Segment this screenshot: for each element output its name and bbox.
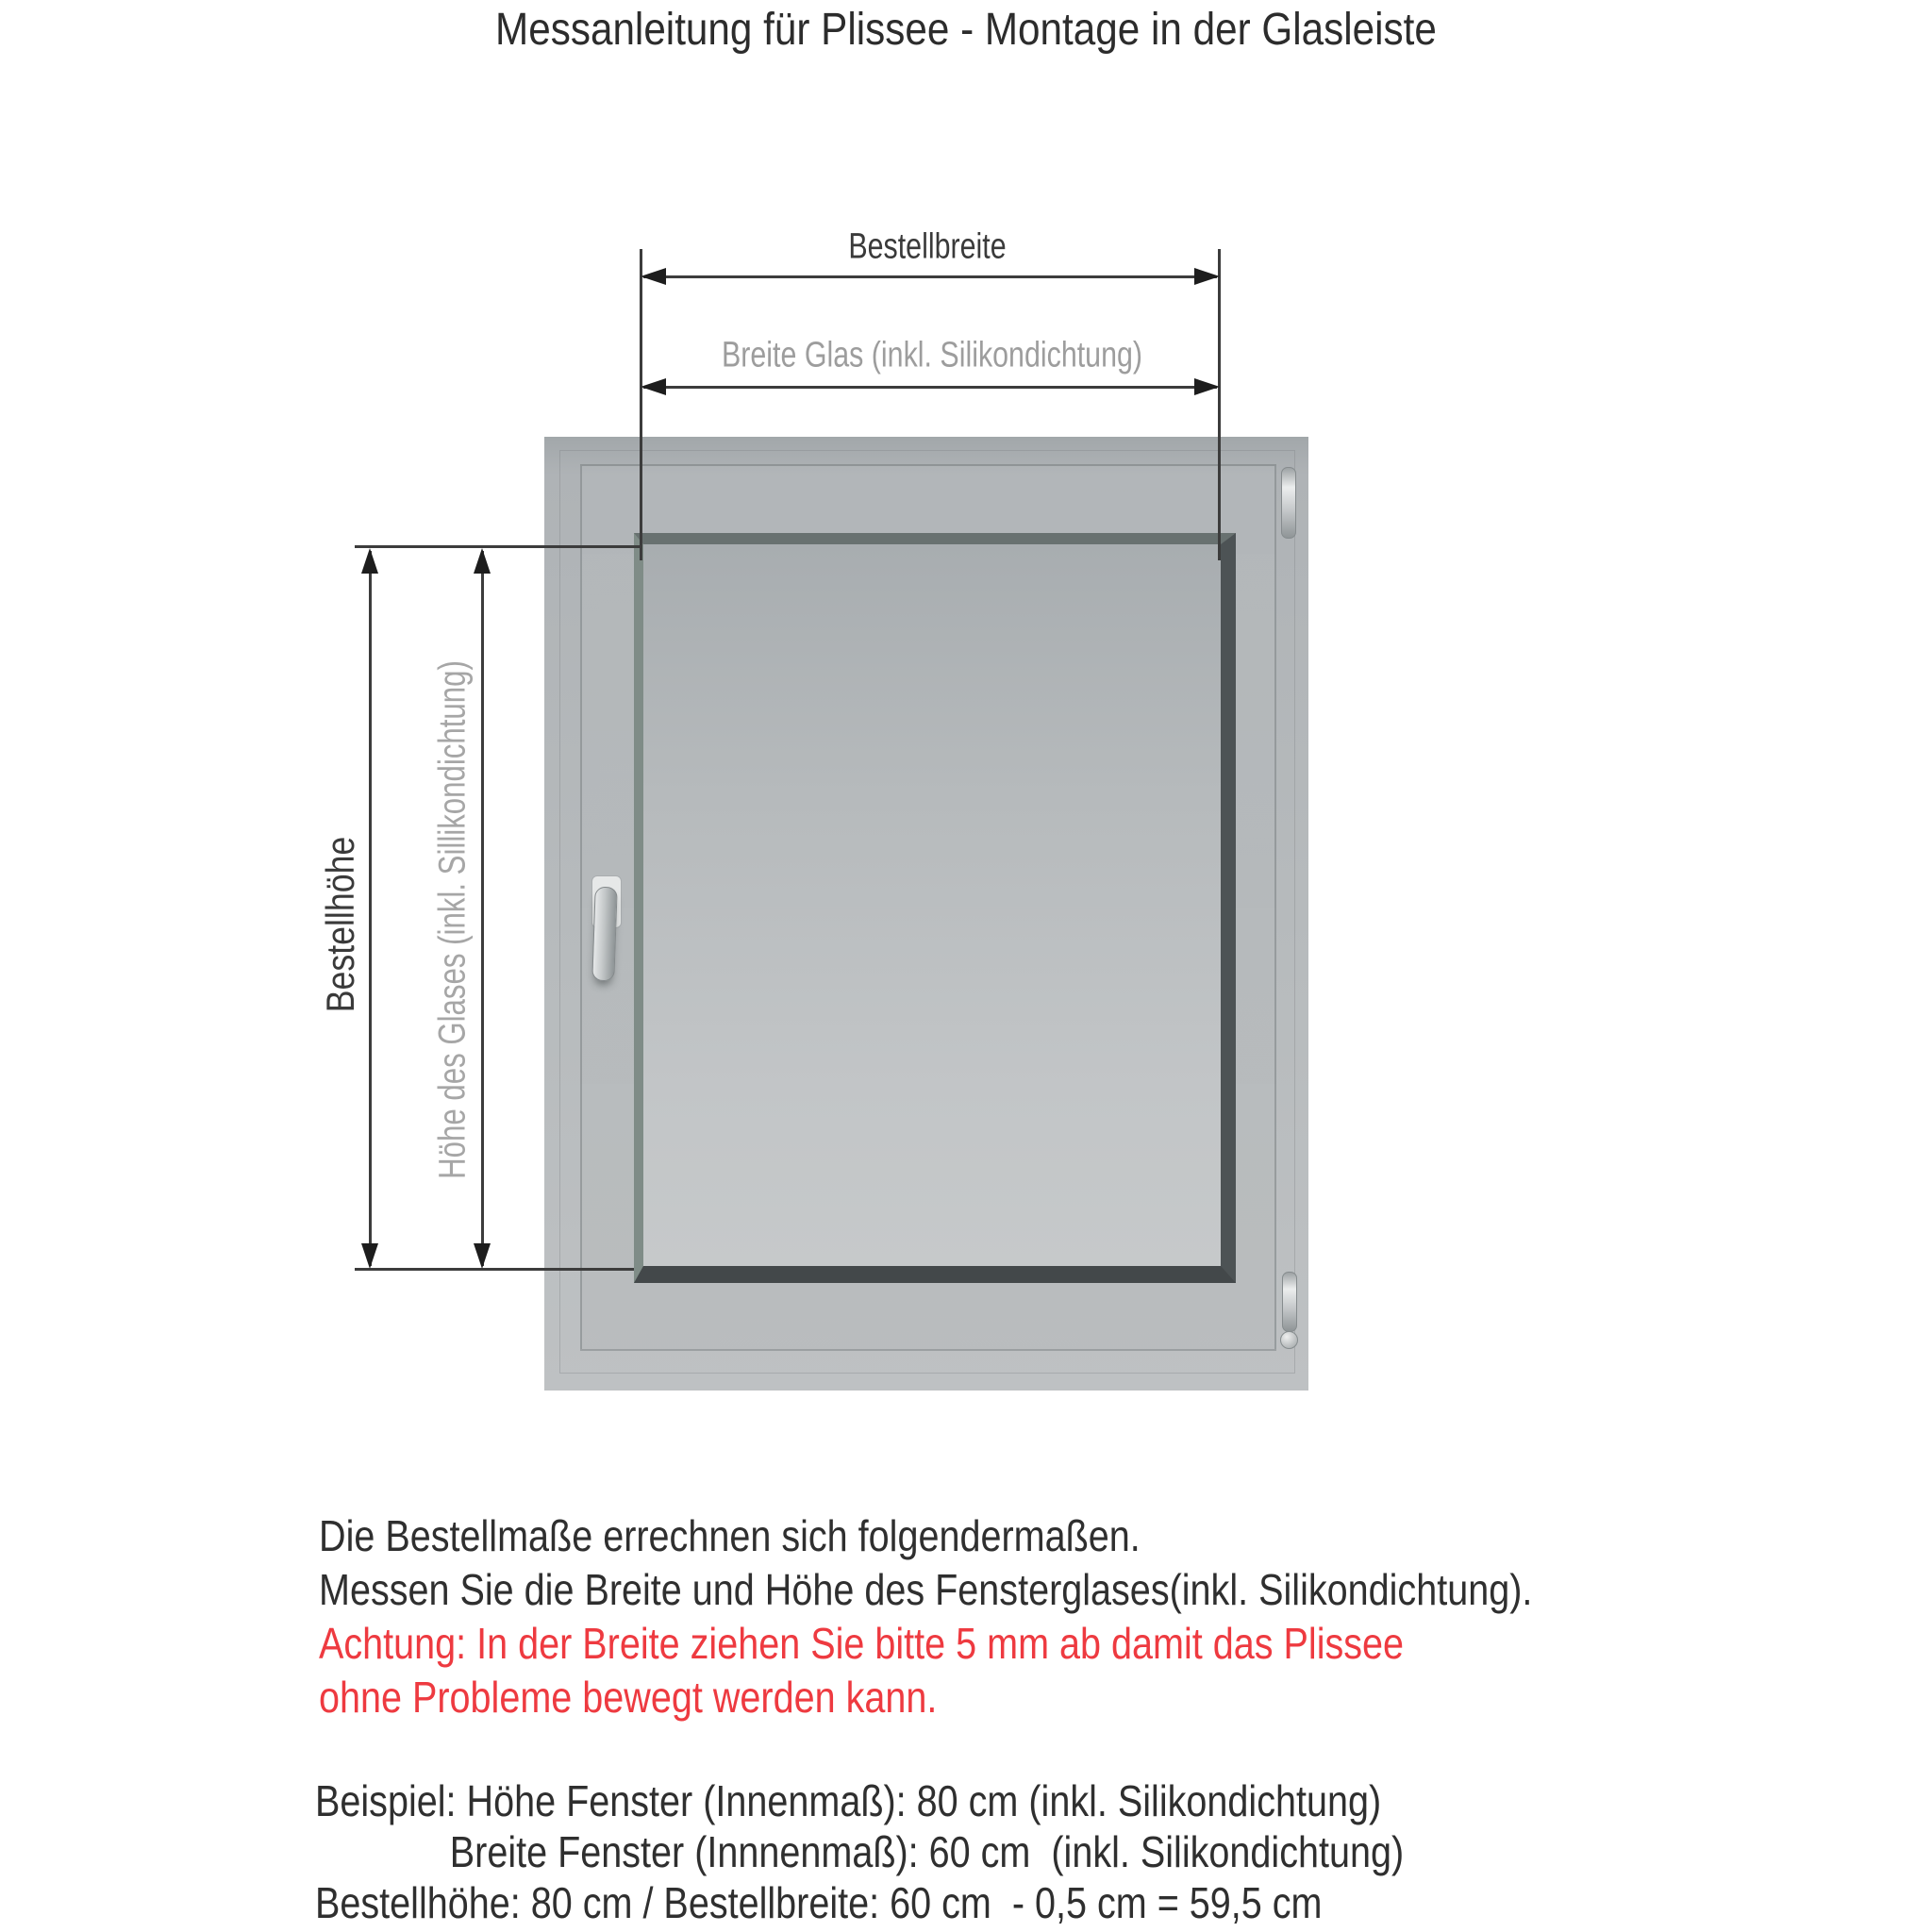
window-handle-lever bbox=[591, 887, 617, 982]
glass-width-arrowhead-right-icon bbox=[1194, 378, 1220, 395]
page-title-text: Messanleitung für Plissee - Montage in der Glasleiste bbox=[495, 5, 1437, 55]
example-block bbox=[315, 1775, 1581, 1928]
order-height-arrowhead-bottom-icon bbox=[361, 1243, 378, 1269]
height-extension-line-top bbox=[355, 545, 641, 548]
window-hinge-bottom bbox=[1282, 1272, 1297, 1332]
example-width-line: Breite Fenster (Innnenmaß): 60 cm (inkl. Silikondichtung) bbox=[449, 1827, 1405, 1876]
window-hinge-knob bbox=[1280, 1331, 1298, 1349]
instructions-intro-line2: Messen Sie die Breite und Höhe des Fensterglases(inkl. Silikondichtung). bbox=[319, 1565, 1533, 1614]
glass-height-arrowhead-top-icon bbox=[474, 548, 491, 574]
instructions-intro-line1: Die Bestellmaße errechnen sich folgendermaßen. bbox=[319, 1511, 1141, 1560]
example-result-line: Bestellhöhe: 80 cm / Bestellbreite: 60 cm - 0,5 cm = 59,5 cm bbox=[315, 1878, 1323, 1927]
height-extension-line-bottom bbox=[355, 1268, 634, 1271]
glass-height-arrowhead-bottom-icon bbox=[474, 1243, 491, 1269]
order-width-label: Bestellbreite bbox=[848, 226, 1007, 267]
glass-width-arrowhead-left-icon bbox=[641, 378, 666, 395]
width-extension-line-left bbox=[640, 249, 642, 560]
example-height-line: Beispiel: Höhe Fenster (Innenmaß): 80 cm (inkl. Silikondichtung) bbox=[315, 1776, 1382, 1825]
order-width-arrowhead-left-icon bbox=[641, 268, 666, 285]
order-width-arrowhead-right-icon bbox=[1194, 268, 1220, 285]
glass-height-label: Höhe des Glases (inkl. Sillikondichtung) bbox=[431, 660, 474, 1179]
order-height-arrowhead-top-icon bbox=[361, 548, 378, 574]
width-extension-line-right bbox=[1218, 249, 1221, 560]
window-hinge-top bbox=[1281, 467, 1296, 539]
order-width-arrow-line bbox=[643, 275, 1217, 278]
order-height-arrow-line bbox=[369, 551, 372, 1266]
instructions-block bbox=[319, 1509, 1730, 1724]
page-title bbox=[0, 4, 1932, 56]
instructions-warning-line2: ohne Probleme bewegt werden kann. bbox=[319, 1673, 938, 1722]
glass-width-label: Breite Glas (inkl. Silikondichtung) bbox=[721, 335, 1143, 375]
glass-height-arrow-line bbox=[481, 551, 484, 1266]
glass-width-arrow-line bbox=[643, 386, 1217, 389]
instructions-warning-line1: Achtung: In der Breite ziehen Sie bitte 5 mm ab damit das Plissee bbox=[319, 1619, 1405, 1668]
window-glass-with-glazing-bead bbox=[634, 533, 1236, 1283]
order-height-label: Bestellhöhe bbox=[318, 836, 362, 1013]
window-illustration bbox=[544, 437, 1308, 1391]
